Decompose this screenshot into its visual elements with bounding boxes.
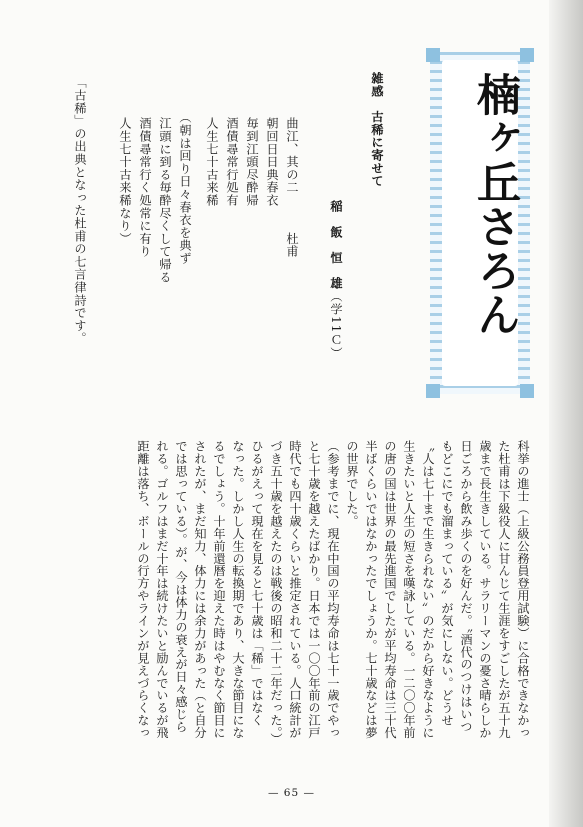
- body-column: た杜甫は下級役人に甘んじて生涯をすごしたが五十九: [497, 440, 511, 739]
- poem-note: 「古稀」の出典となった杜甫の七言律詩です。: [73, 76, 87, 345]
- body-column: ひるがえって現在を見ると七十歳は「稀」ではなく: [250, 440, 264, 727]
- author-name: 稲 飯 恒 雄: [329, 200, 343, 290]
- body-column: （参考までに、現在中国の平均寿命は七十一歳でやっ: [326, 440, 340, 739]
- poem-line: 酒債尋常行処有: [225, 117, 239, 207]
- poem-reading-line: 江頭に到る毎酔尽くして帰る: [158, 117, 172, 284]
- body-column: 日ごろから飲み歩くのを好んだ。〝酒代のつけはいつ: [459, 440, 473, 733]
- author-class: （学11Ｃ）: [329, 289, 343, 360]
- poem-heading: 曲江、其の二 杜甫: [285, 117, 299, 258]
- series-banner: [430, 52, 530, 394]
- body-column: 時代でも四十歳くらいと推定されている。人口統計が: [288, 440, 302, 739]
- banner-corner-tab: [426, 384, 440, 398]
- article-author: [328, 200, 345, 360]
- article-title: 雑感 古稀に寄せて: [370, 72, 384, 188]
- body-column: なった。しかし人生の転換期であり、大きな節目にな: [231, 440, 245, 739]
- poem-line: 朝回日日典春衣: [265, 117, 279, 207]
- body-column: では思っている）。が、今は体力の衰えが日々感じら: [174, 440, 188, 733]
- page-number: — 65 —: [267, 787, 316, 799]
- body-column: 歳まで長生きしている。サラリーマンの憂さ晴らしか: [478, 440, 492, 739]
- poem-reading-line: （朝は回り日々春衣を典ず: [178, 111, 192, 265]
- series-banner-panel: [442, 60, 518, 386]
- poem-reading-line: 人生七十古来稀なり）: [118, 117, 132, 245]
- poem-line: 毎到江頭尽酔帰: [245, 117, 259, 207]
- body-column: るでしょう。十年前還暦を迎えた時はやむなく節目に: [212, 440, 226, 739]
- body-column: づき五十歳を越えたのは戦後の昭和二十二年だった。）: [269, 440, 283, 746]
- body-column: もどこにでも溜まっている〟が気にしない。どうせ: [440, 440, 454, 727]
- body-column: 半ばくらいではなかったでしょうか。七十歳などは夢: [364, 440, 378, 739]
- body-column: の世界でした。: [345, 440, 359, 528]
- body-column: 〝人は七十まで生きられない〟のだから好きなように: [421, 440, 435, 739]
- poem-line: 人生七十古来稀: [205, 117, 219, 207]
- banner-corner-tab: [520, 384, 534, 398]
- body-column: と七十歳を越えたばかり。日本では一〇〇年前の江戸: [307, 440, 321, 739]
- body-column: 生きたいと人生の短さを嘆詠している。一二〇〇年前: [402, 440, 416, 739]
- poem-reading-line: 酒債尋常行く処常に有り: [138, 117, 152, 258]
- series-title: 楠ヶ丘さろん: [469, 72, 520, 336]
- body-column: されたが、まだ知力、体力には余力があった（と自分: [193, 440, 207, 739]
- body-column: れる。ゴルフはまだ十年は続けたいと励んでいるが飛: [155, 440, 169, 739]
- body-column: 科挙の進士（上級公務員登用試験）に合格できなかっ: [516, 440, 530, 739]
- banner-corner-tab: [426, 48, 440, 62]
- body-column: の唐の国は世界の最先進国でしたが平均寿命は三十代: [383, 440, 397, 739]
- body-column: 距離は落ち、ボールの行方やラインが見えづらくなっ: [136, 440, 150, 739]
- book-spine-shadow: [549, 0, 583, 827]
- banner-corner-tab: [520, 48, 534, 62]
